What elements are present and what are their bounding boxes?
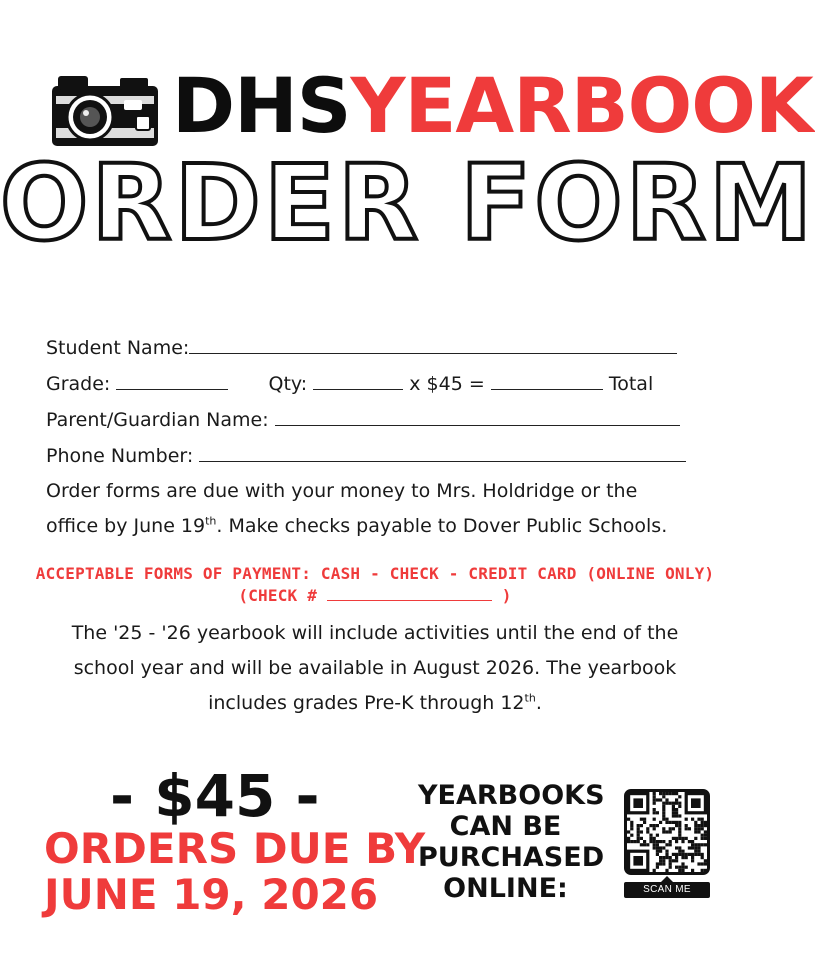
qty-field[interactable] [313, 371, 403, 390]
phone-label: Phone Number: [46, 445, 194, 467]
check-number-field[interactable] [327, 586, 492, 601]
grade-field[interactable] [116, 371, 228, 390]
price-label: - $45 - [110, 762, 320, 830]
online-purchase-note [418, 780, 605, 904]
header-title [172, 62, 813, 150]
online-line-3: PURCHASED [418, 842, 605, 873]
info-line-3-text: includes grades Pre-K through 12 [208, 692, 525, 714]
online-line-4: ONLINE: [443, 873, 568, 904]
parent-name-label: Parent/Guardian Name: [46, 409, 269, 431]
note-line-1: Order forms are due with your money to Mrs. Holdridge or the [46, 480, 638, 502]
qty-label: Qty: [268, 373, 308, 395]
note-line-2 [46, 514, 667, 538]
parent-name-row [46, 407, 680, 432]
page-title: ORDER FORM [0, 142, 815, 264]
title-dhs: DHS [172, 61, 351, 150]
title-yearbook: YEARBOOK [350, 61, 813, 150]
info-line-3 [0, 686, 750, 721]
info-line-1: The '25 - '26 yearbook will include activities until the end of the [71, 622, 679, 644]
note-line-2-text: office by June 19 [46, 515, 206, 537]
price-multiplier: x $45 = [409, 373, 485, 395]
student-name-label: Student Name: [46, 337, 190, 359]
orders-due [44, 824, 426, 919]
student-name-row [46, 335, 677, 360]
phone-field[interactable] [199, 443, 686, 462]
parent-name-field[interactable] [275, 407, 680, 426]
info-line-3-sup: th [524, 691, 536, 705]
note-line-2-sup: th [205, 514, 217, 528]
total-label: Total [608, 373, 654, 395]
online-line-1: YEARBOOKS [418, 780, 605, 811]
grade-qty-row [46, 371, 653, 396]
check-number-label: (CHECK # [238, 586, 318, 605]
info-line-2: school year and will be available in August 2026. The yearbook [73, 657, 677, 679]
qr-code-icon[interactable] [624, 789, 710, 875]
grade-label: Grade: [46, 373, 111, 395]
scan-me-label: SCAN ME [624, 882, 710, 898]
check-number-close: ) [501, 586, 512, 605]
check-number-row [0, 585, 750, 607]
info-line-3-rest: . [535, 692, 542, 714]
note-line-2-rest: . Make checks payable to Dover Public Schools. [216, 515, 668, 537]
payment-methods: ACCEPTABLE FORMS OF PAYMENT: CASH - CHECK - CREDIT CARD (ONLINE ONLY) [35, 564, 715, 583]
online-line-2: CAN BE [449, 811, 562, 842]
orders-due-line-2: JUNE 19, 2026 [44, 870, 379, 919]
orders-due-line-1: ORDERS DUE BY [44, 824, 426, 873]
student-name-field[interactable] [189, 335, 677, 354]
total-field[interactable] [491, 371, 603, 390]
phone-row [46, 443, 686, 468]
